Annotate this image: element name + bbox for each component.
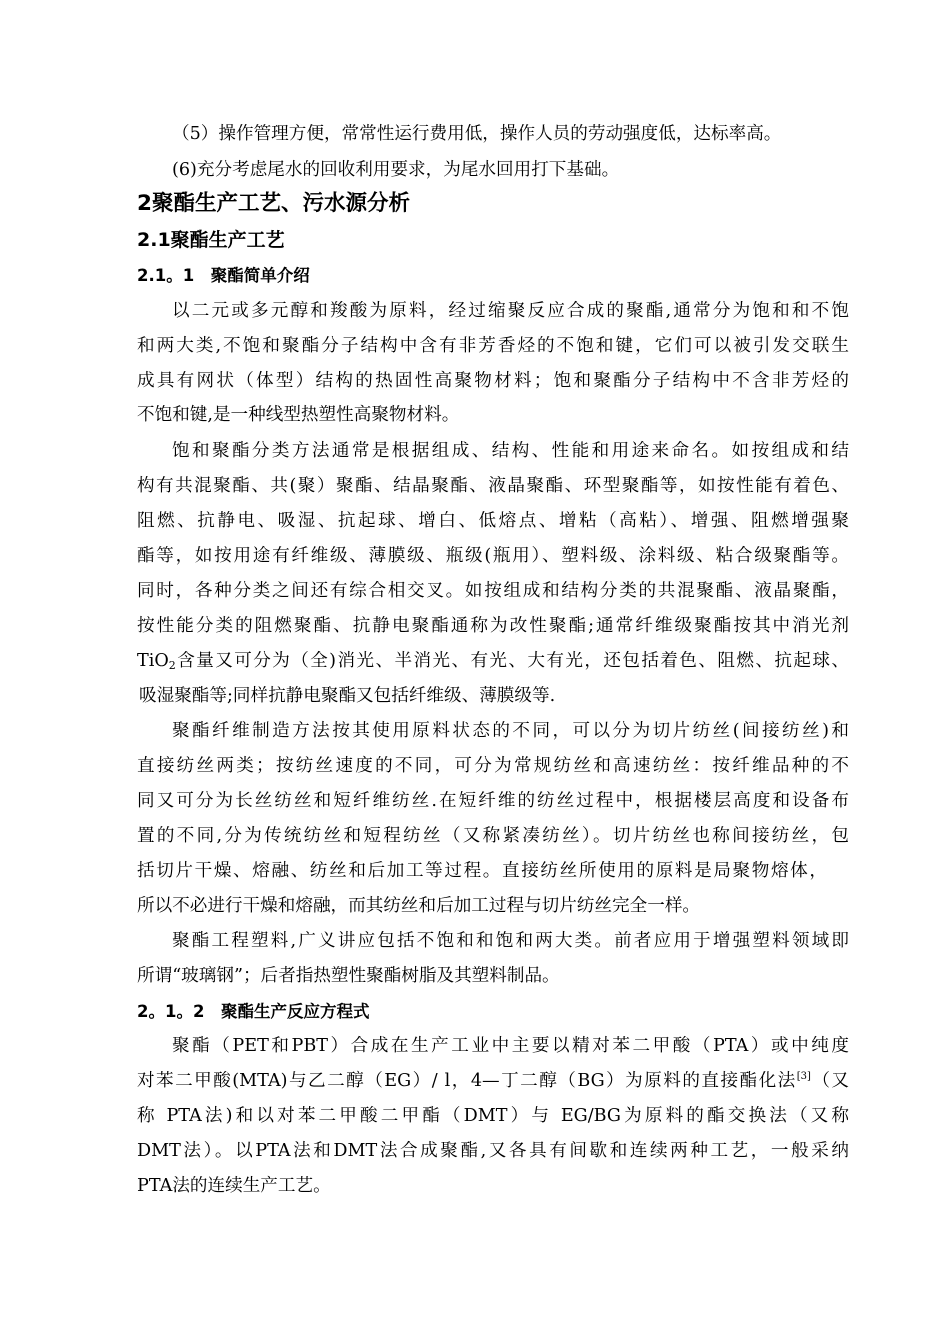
paragraph-line: 阻燃、抗静电、吸湿、抗起球、增白、低熔点、增粘（高粘）、增强、阻燃增强聚 bbox=[137, 511, 849, 531]
paragraph-line: 吸湿聚酯等;同样抗静电聚酯又包括纤维级、薄膜级等. bbox=[139, 686, 556, 706]
paragraph-line: 成具有网状（体型）结构的热固性高聚物材料；饱和聚酯分子结构中不含非芳烃的 bbox=[137, 371, 849, 391]
tio2-formula: TiO$_2$ bbox=[137, 651, 176, 672]
paragraph-line: 和两大类,不饱和聚酯分子结构中含有非芳香烃的不饱和键，它们可以被引发交联生 bbox=[137, 336, 849, 356]
list-item-6: (6)充分考虑尾水的回收利用要求，为尾水回用打下基础。 bbox=[172, 160, 620, 180]
paragraph-line: 括切片干燥、熔融、纺丝和后加工等过程。直接纺丝所使用的原料是局聚物熔体， bbox=[137, 861, 827, 881]
paragraph-line: 聚酯工程塑料,广义讲应包括不饱和和饱和两大类。前者应用于增强塑料领域即 bbox=[172, 931, 849, 951]
paragraph-line: 构有共混聚酯、共(聚）聚酯、结晶聚酯、液晶聚酯、环型聚酯等，如按性能有着色、 bbox=[137, 476, 849, 496]
section-heading-2-1-1: 2.1。1 聚酯简单介绍 bbox=[137, 266, 310, 285]
paragraph-line: PTA法的连续生产工艺。 bbox=[137, 1176, 331, 1196]
paragraph-line-citation: 对苯二甲酸(MTA)与乙二醇（EG）/ l，4—丁二醇（BG）为原料的直接酯化法[3]（又 bbox=[137, 1071, 849, 1091]
paragraph-line: 同时，各种分类之间还有综合相交叉。如按组成和结构分类的共混聚酯、液晶聚酯， bbox=[137, 581, 849, 601]
list-item-5: （5）操作管理方便，常常性运行费用低，操作人员的劳动强度低，达标率高。 bbox=[172, 124, 782, 144]
paragraph-line: 不饱和键,是一种线型热塑性高聚物材料。 bbox=[137, 405, 460, 425]
citation-reference: [3] bbox=[796, 1071, 811, 1082]
section-heading-2-1: 2.1聚酯生产工艺 bbox=[137, 229, 285, 251]
paragraph-line-tio2: TiO$_2$含量又可分为（全)消光、半消光、有光、大有光，还包括着色、阻燃、抗起球、 bbox=[137, 651, 849, 672]
paragraph-line: 饱和聚酯分类方法通常是根据组成、结构、性能和用途来命名。如按组成和结 bbox=[172, 441, 849, 461]
paragraph-line: 酯等，如按用途有纤维级、薄膜级、瓶级(瓶用）、塑料级、涂料级、粘合级聚酯等。 bbox=[137, 546, 849, 566]
paragraph-line: 所以不必进行干燥和熔融，而其纺丝和后加工过程与切片纺丝完全一样。 bbox=[137, 896, 701, 916]
paragraph-line: 称 PTA法)和以对苯二甲酸二甲酯（DMT）与 EG/BG为原料的酯交换法（又称 bbox=[137, 1106, 849, 1126]
paragraph-line: 聚酯（PET和PBT）合成在生产工业中主要以精对苯二甲酸（PTA）或中纯度 bbox=[172, 1036, 849, 1056]
section-heading-2: 2聚酯生产工艺、污水源分析 bbox=[137, 191, 410, 216]
section-heading-2-1-2: 2。1。2 聚酯生产反应方程式 bbox=[137, 1002, 370, 1021]
paragraph-line: 以二元或多元醇和羧酸为原料，经过缩聚反应合成的聚酯,通常分为饱和和不饱 bbox=[172, 301, 849, 321]
paragraph-line: 置的不同,分为传统纺丝和短程纺丝（又称紧凑纺丝）。切片纺丝也称间接纺丝，包 bbox=[137, 826, 849, 846]
paragraph-line: 聚酯纤维制造方法按其使用原料状态的不同，可以分为切片纺丝(间接纺丝)和 bbox=[172, 721, 849, 741]
paragraph-line: 所谓“玻璃钢”；后者指热塑性聚酯树脂及其塑料制品。 bbox=[137, 966, 560, 986]
paragraph-line: 直接纺丝两类；按纺丝速度的不同，可分为常规纺丝和高速纺丝：按纤维品种的不 bbox=[137, 756, 849, 776]
paragraph-line: 按性能分类的阻燃聚酯、抗静电聚酯通称为改性聚酯;通常纤维级聚酯按其中消光剂 bbox=[137, 616, 849, 636]
paragraph-line: DMT法）。以PTA法和DMT法合成聚酯,又各具有间歇和连续两种工艺，一般采纳 bbox=[137, 1141, 849, 1161]
paragraph-line: 同又可分为长丝纺丝和短纤维纺丝.在短纤维的纺丝过程中，根据楼层高度和设备布 bbox=[137, 791, 849, 811]
